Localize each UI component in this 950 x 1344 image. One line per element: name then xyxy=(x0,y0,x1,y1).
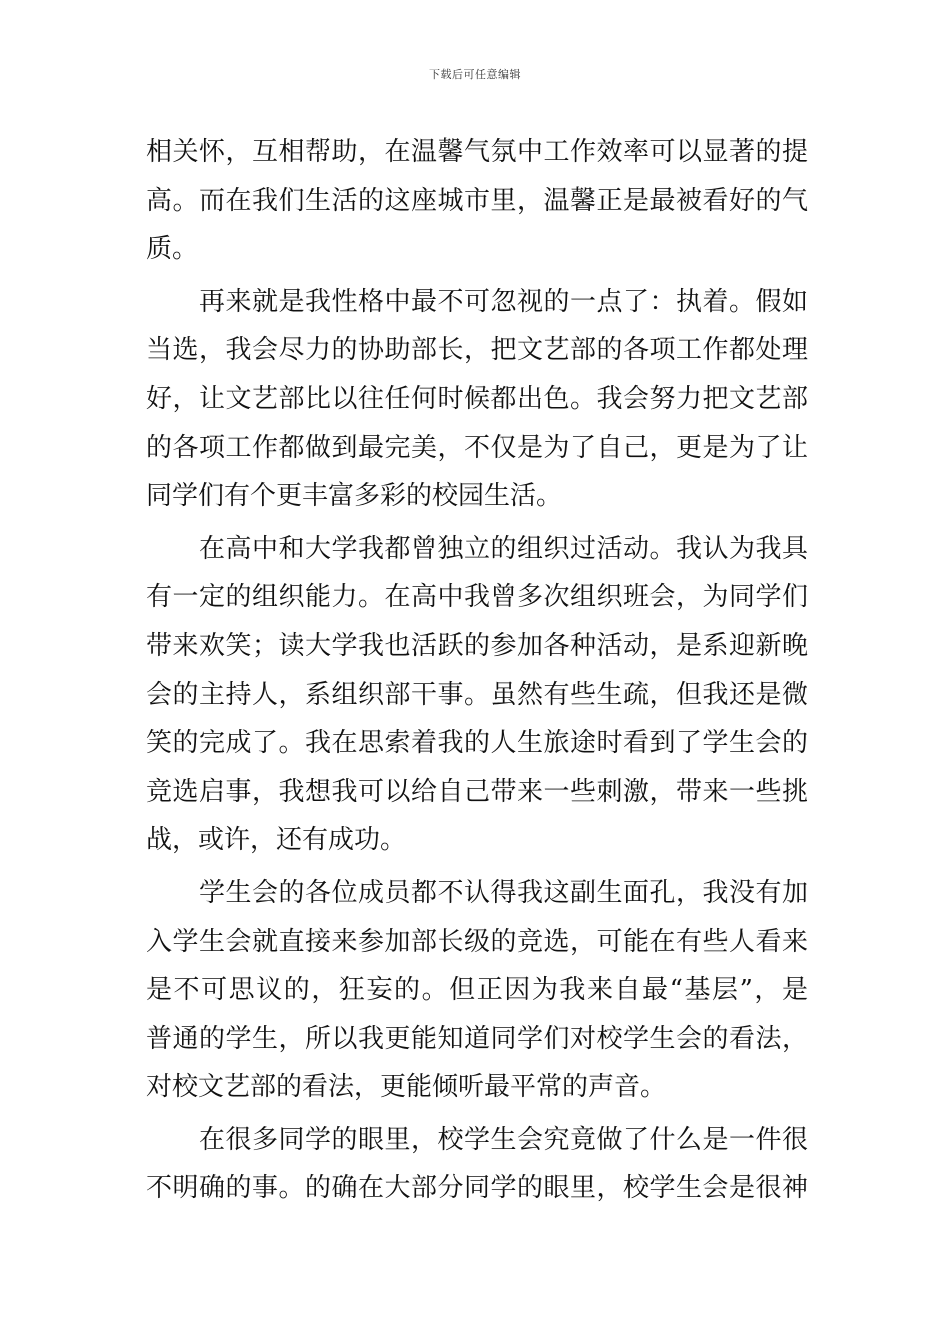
text-line: 好，让文艺部比以往任何时候都出色。我会努力把文艺部 xyxy=(146,383,808,414)
text-line: 当选，我会尽力的协助部长，把文艺部的各项工作都处理 xyxy=(146,335,808,366)
text-line: 普通的学生，所以我更能知道同学们对校学生会的看法， xyxy=(146,1023,808,1054)
text-line: 对校文艺部的看法，更能倾听最平常的声音。 xyxy=(146,1072,667,1103)
text-line: 高。而在我们生活的这座城市里，温馨正是最被看好的气 xyxy=(146,185,808,216)
text-line: 再来就是我性格中最不可忽视的一点了：执着。假如 xyxy=(146,286,808,317)
text-line: 会的主持人，系组织部干事。虽然有些生疏，但我还是微 xyxy=(146,679,808,710)
paragraph-1 xyxy=(146,128,808,274)
text-line: 笑的完成了。我在思索着我的人生旅途时看到了学生会的 xyxy=(146,728,808,759)
paragraph-4 xyxy=(146,869,808,1112)
text-line: 是不可思议的，狂妄的。但正因为我来自最“基层”，是 xyxy=(146,975,808,1006)
paragraph-5 xyxy=(146,1116,808,1213)
text-line: 入学生会就直接来参加部长级的竞选，可能在有些人看来 xyxy=(146,926,808,957)
text-line: 学生会的各位成员都不认得我这副生面孔，我没有加 xyxy=(146,877,808,908)
text-line: 带来欢笑；读大学我也活跃的参加各种活动，是系迎新晚 xyxy=(146,630,808,661)
page-header: 下载后可任意编辑 xyxy=(429,68,521,81)
text-line: 竞选启事，我想我可以给自己带来一些刺激，带来一些挑 xyxy=(146,776,808,807)
text-line: 相关怀，互相帮助，在温馨气氛中工作效率可以显著的提 xyxy=(146,137,808,167)
text-line: 战，或许，还有成功。 xyxy=(146,825,407,856)
text-line: 质。 xyxy=(146,234,199,265)
text-line: 在高中和大学我都曾独立的组织过活动。我认为我具 xyxy=(146,533,808,564)
paragraph-2 xyxy=(146,278,808,521)
text-line: 有一定的组织能力。在高中我曾多次组织班会，为同学们 xyxy=(146,582,808,613)
text-line: 的各项工作都做到最完美，不仅是为了自己，更是为了让 xyxy=(146,432,808,463)
paragraph-3 xyxy=(146,525,808,865)
text-line: 在很多同学的眼里，校学生会究竟做了什么是一件很 xyxy=(146,1124,808,1155)
document-body xyxy=(146,128,808,1213)
text-line: 同学们有个更丰富多彩的校园生活。 xyxy=(146,481,563,512)
text-line: 不明确的事。的确在大部分同学的眼里，校学生会是很神 xyxy=(146,1173,808,1204)
